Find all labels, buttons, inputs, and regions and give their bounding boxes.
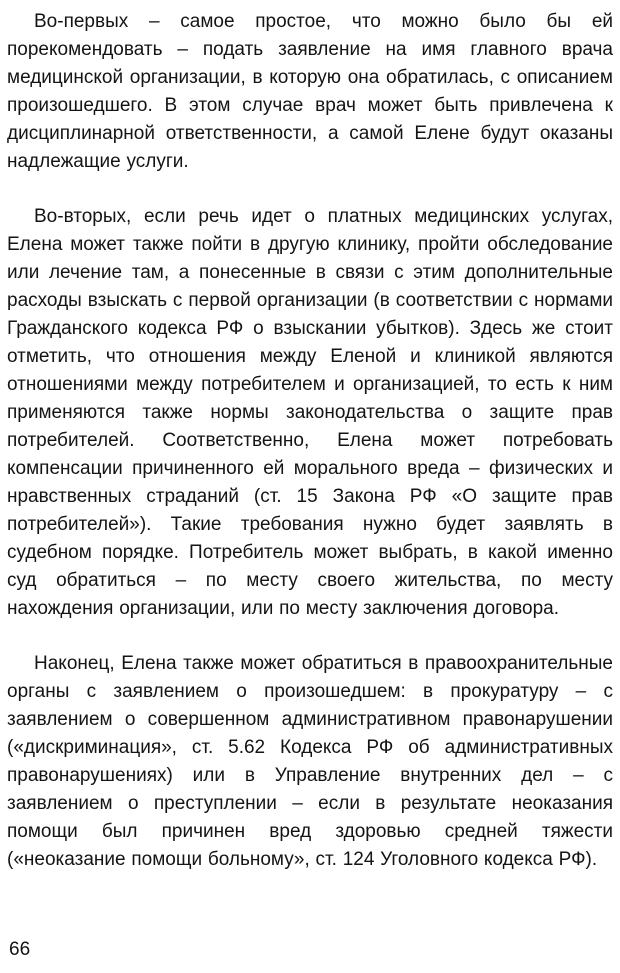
- paragraph-finally: Наконец, Елена также может обратиться в правоохранительные органы с заявлением о произошедшем: в прокуратуру – с заявлением о совершенном административном правонарушении («дискриминация», ст. 5.62 Кодекса РФ об административных правонарушениях) или в Управление внутренних дел – с заявлением о преступлении – если в результате неоказания помощи был причинен вред здоровью средней тяжести («неоказание помощи больному», ст. 124 Уголовного кодекса РФ).: [7, 653, 613, 870]
- page-number: 66: [9, 939, 31, 960]
- page-footer: [7, 939, 613, 963]
- paragraph-firstly: Во-первых – самое простое, что можно было бы ей порекомендовать – подать заявление на имя главного врача медицинской организации, в которую она обратилась, с описанием произошедшего. В этом случае врач может быть привлечена к дисциплинарной ответственности, а самой Елене будут оказаны надлежащие услуги.: [7, 11, 613, 172]
- page-text-block: [7, 8, 613, 939]
- paragraph-secondly: Во-вторых, если речь идет о платных медицинских услугах, Елена может также пойти в другую клинику, пройти обследование или лечение там, а понесенные в связи с этим дополнительные расходы взыскать с первой организации (в соответствии с нормами Гражданского кодекса РФ о взыскании убытков). Здесь же стоит отметить, что отношения между Еленой и клиникой являются отношениями между потребителем и организацией, то есть к ним применяются также нормы законодательства о защите прав потребителей. Соответственно, Елена может потребовать компенсации причиненного ей морального вреда – физических и нравственных страданий (ст. 15 Закона РФ «О защите прав потребителей»). Такие требования нужно будет заявлять в судебном порядке. Потребитель может выбрать, в какой именно суд обратиться – по месту своего жительства, по месту нахождения организации, или по месту заключения договора.: [7, 206, 613, 619]
